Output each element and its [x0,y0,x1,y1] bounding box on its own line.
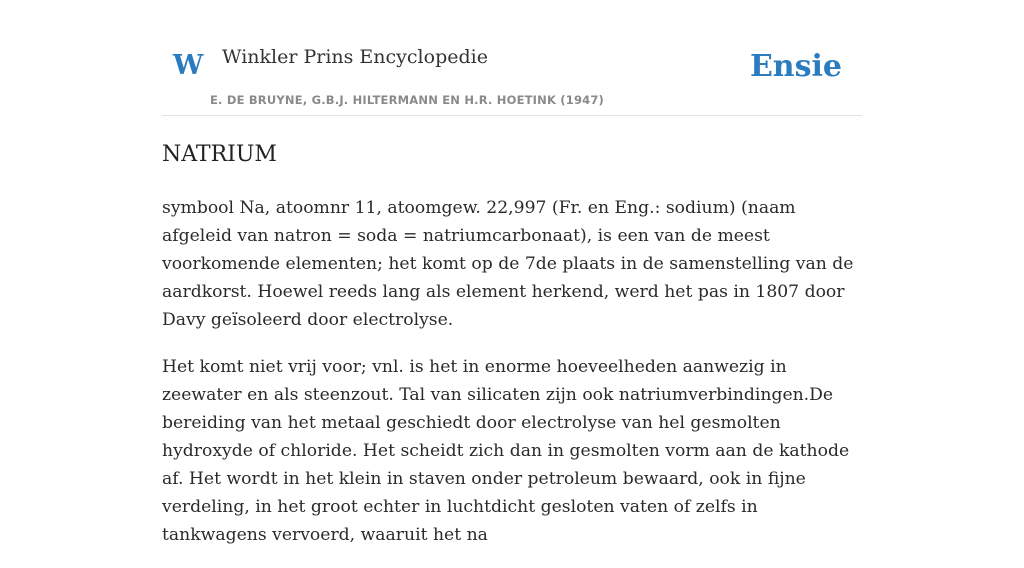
article-paragraph-1: symbool Na, atoomnr 11, atoomgew. 22,997 (Fr. en Eng.: sodium) (naam afgeleid van natron = soda = natriumcarbonaat), is een van de meest voorkomende elementen; het komt op de 7de plaats in de samenstelling van de aardkorst. Hoewel reeds lang als element herkend, werd het pas in 1807 door Davy geïsoleerd door electrolyse. [162,198,854,330]
ensie-logo[interactable]: Ensie [749,49,842,84]
article-title: NATRIUM [162,142,277,167]
winkler-prins-logo[interactable]: W [173,50,204,81]
article-body [162,140,862,568]
authors-line: E. DE BRUYNE, G.B.J. HILTERMANN EN H.R. HOETINK (1947) [210,93,605,107]
site-header [162,40,862,116]
site-title[interactable]: Winkler Prins Encyclopedie [222,46,488,68]
article-paragraph-2: Het komt niet vrij voor; vnl. is het in enorme hoeveelheden aanwezig in zeewater en als steenzout. Tal van silicaten zijn ook natriumverbindingen.De bereiding van het metaal geschiedt door electrolyse van hel gesmolten hydroxyde of chloride. Het scheidt zich dan in gesmolten vorm aan de kathode af. Het wordt in het klein in staven onder petroleum bewaard, ook in fijne verdeling, in het groot echter in luchtdicht gesloten vaten of zelfs in tankwagens vervoerd, waaruit het na [162,357,850,545]
